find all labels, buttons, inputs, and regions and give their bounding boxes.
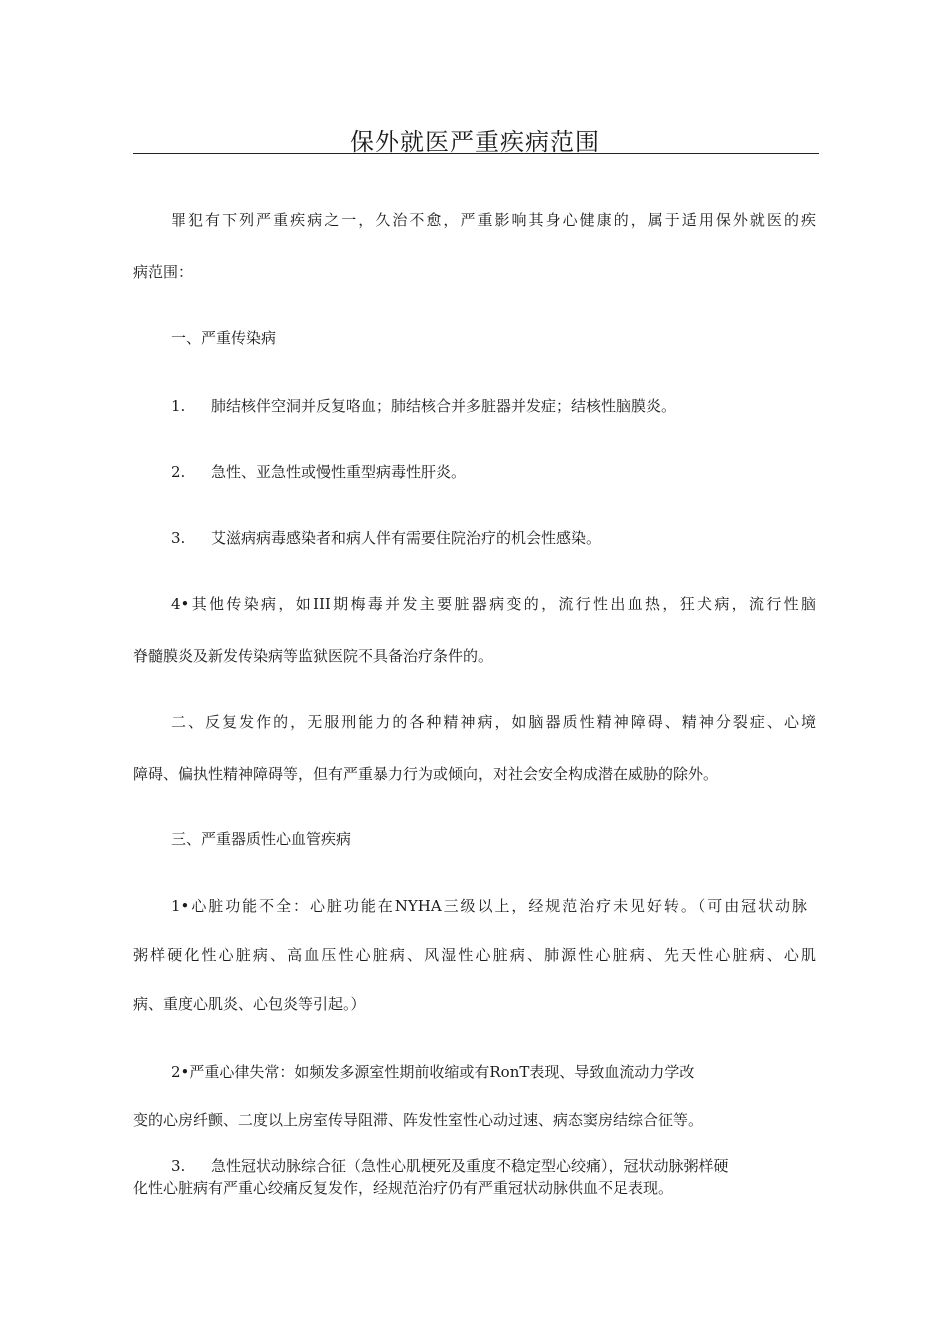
section3-item-2-line-1: 2•严重心律失常：如频发多源室性期前收缩或有RonT表现、导致血流动力学改 — [171, 1063, 695, 1081]
section1-heading: 一、严重传染病 — [171, 329, 277, 347]
intro-line-2: 病范围： — [133, 263, 194, 281]
section3-heading: 三、严重器质性心血管疾病 — [171, 830, 352, 848]
section1-item-2 — [171, 462, 466, 482]
item-number: 3. — [171, 529, 186, 547]
intro-line-1: 罪犯有下列严重疾病之一，久治不愈，严重影响其身心健康的，属于适用保外就医的疾 — [171, 211, 816, 229]
item-text: 艾滋病病毒感染者和病人伴有需要住院治疗的机会性感染。 — [211, 529, 602, 547]
section3-item-1-line-2: 粥样硬化性心脏病、高血压性心脏病、风湿性心脏病、肺源性心脏病、先天性心脏病、心肌 — [133, 946, 816, 964]
document-title: 保外就医严重疾病范围 — [350, 128, 600, 156]
item-text: 急性冠状动脉综合征（急性心肌梗死及重度不稳定型心绞痛），冠状动脉粥样硬 — [211, 1157, 729, 1175]
section3-item-1-line-3: 病、重度心肌炎、心包炎等引起。） — [133, 995, 366, 1013]
section2-line-2: 障碍、偏执性精神障碍等，但有严重暴力行为或倾向，对社会安全构成潜在威胁的除外。 — [133, 765, 719, 783]
section1-item-1 — [171, 396, 676, 416]
section3-item-2-line-2: 变的心房纤颤、二度以上房室传导阻滞、阵发性室性心动过速、病态窦房结综合征等。 — [133, 1111, 704, 1129]
section1-item-3 — [171, 528, 601, 548]
item-text: 急性、亚急性或慢性重型病毒性肝炎。 — [211, 463, 467, 481]
section2-line-1: 二、反复发作的，无服刑能力的各种精神病，如脑器质性精神障碍、精神分裂症、心境 — [171, 713, 816, 731]
section1-item-4-line-2: 脊髓膜炎及新发传染病等监狱医院不具备治疗条件的。 — [133, 647, 494, 665]
item-text: 肺结核伴空洞并反复咯血；肺结核合并多脏器并发症；结核性脑膜炎。 — [211, 397, 677, 415]
section3-item-3-line-1 — [171, 1156, 729, 1176]
section1-item-4-line-1: 4•其他传染病，如III期梅毒并发主要脏器病变的，流行性出血热，狂犬病，流行性脑 — [171, 595, 816, 613]
item-number: 3. — [171, 1157, 186, 1175]
section3-item-1-line-1: 1•心脏功能不全：心脏功能在NYHA三级以上，经规范治疗未见好转。（可由冠状动脉 — [171, 897, 807, 915]
section3-item-3-line-2: 化性心脏病有严重心绞痛反复发作，经规范治疗仍有严重冠状动脉供血不足表现。 — [133, 1179, 674, 1197]
item-number: 1. — [171, 397, 186, 415]
title-underline — [133, 153, 819, 154]
item-number: 2. — [171, 463, 186, 481]
